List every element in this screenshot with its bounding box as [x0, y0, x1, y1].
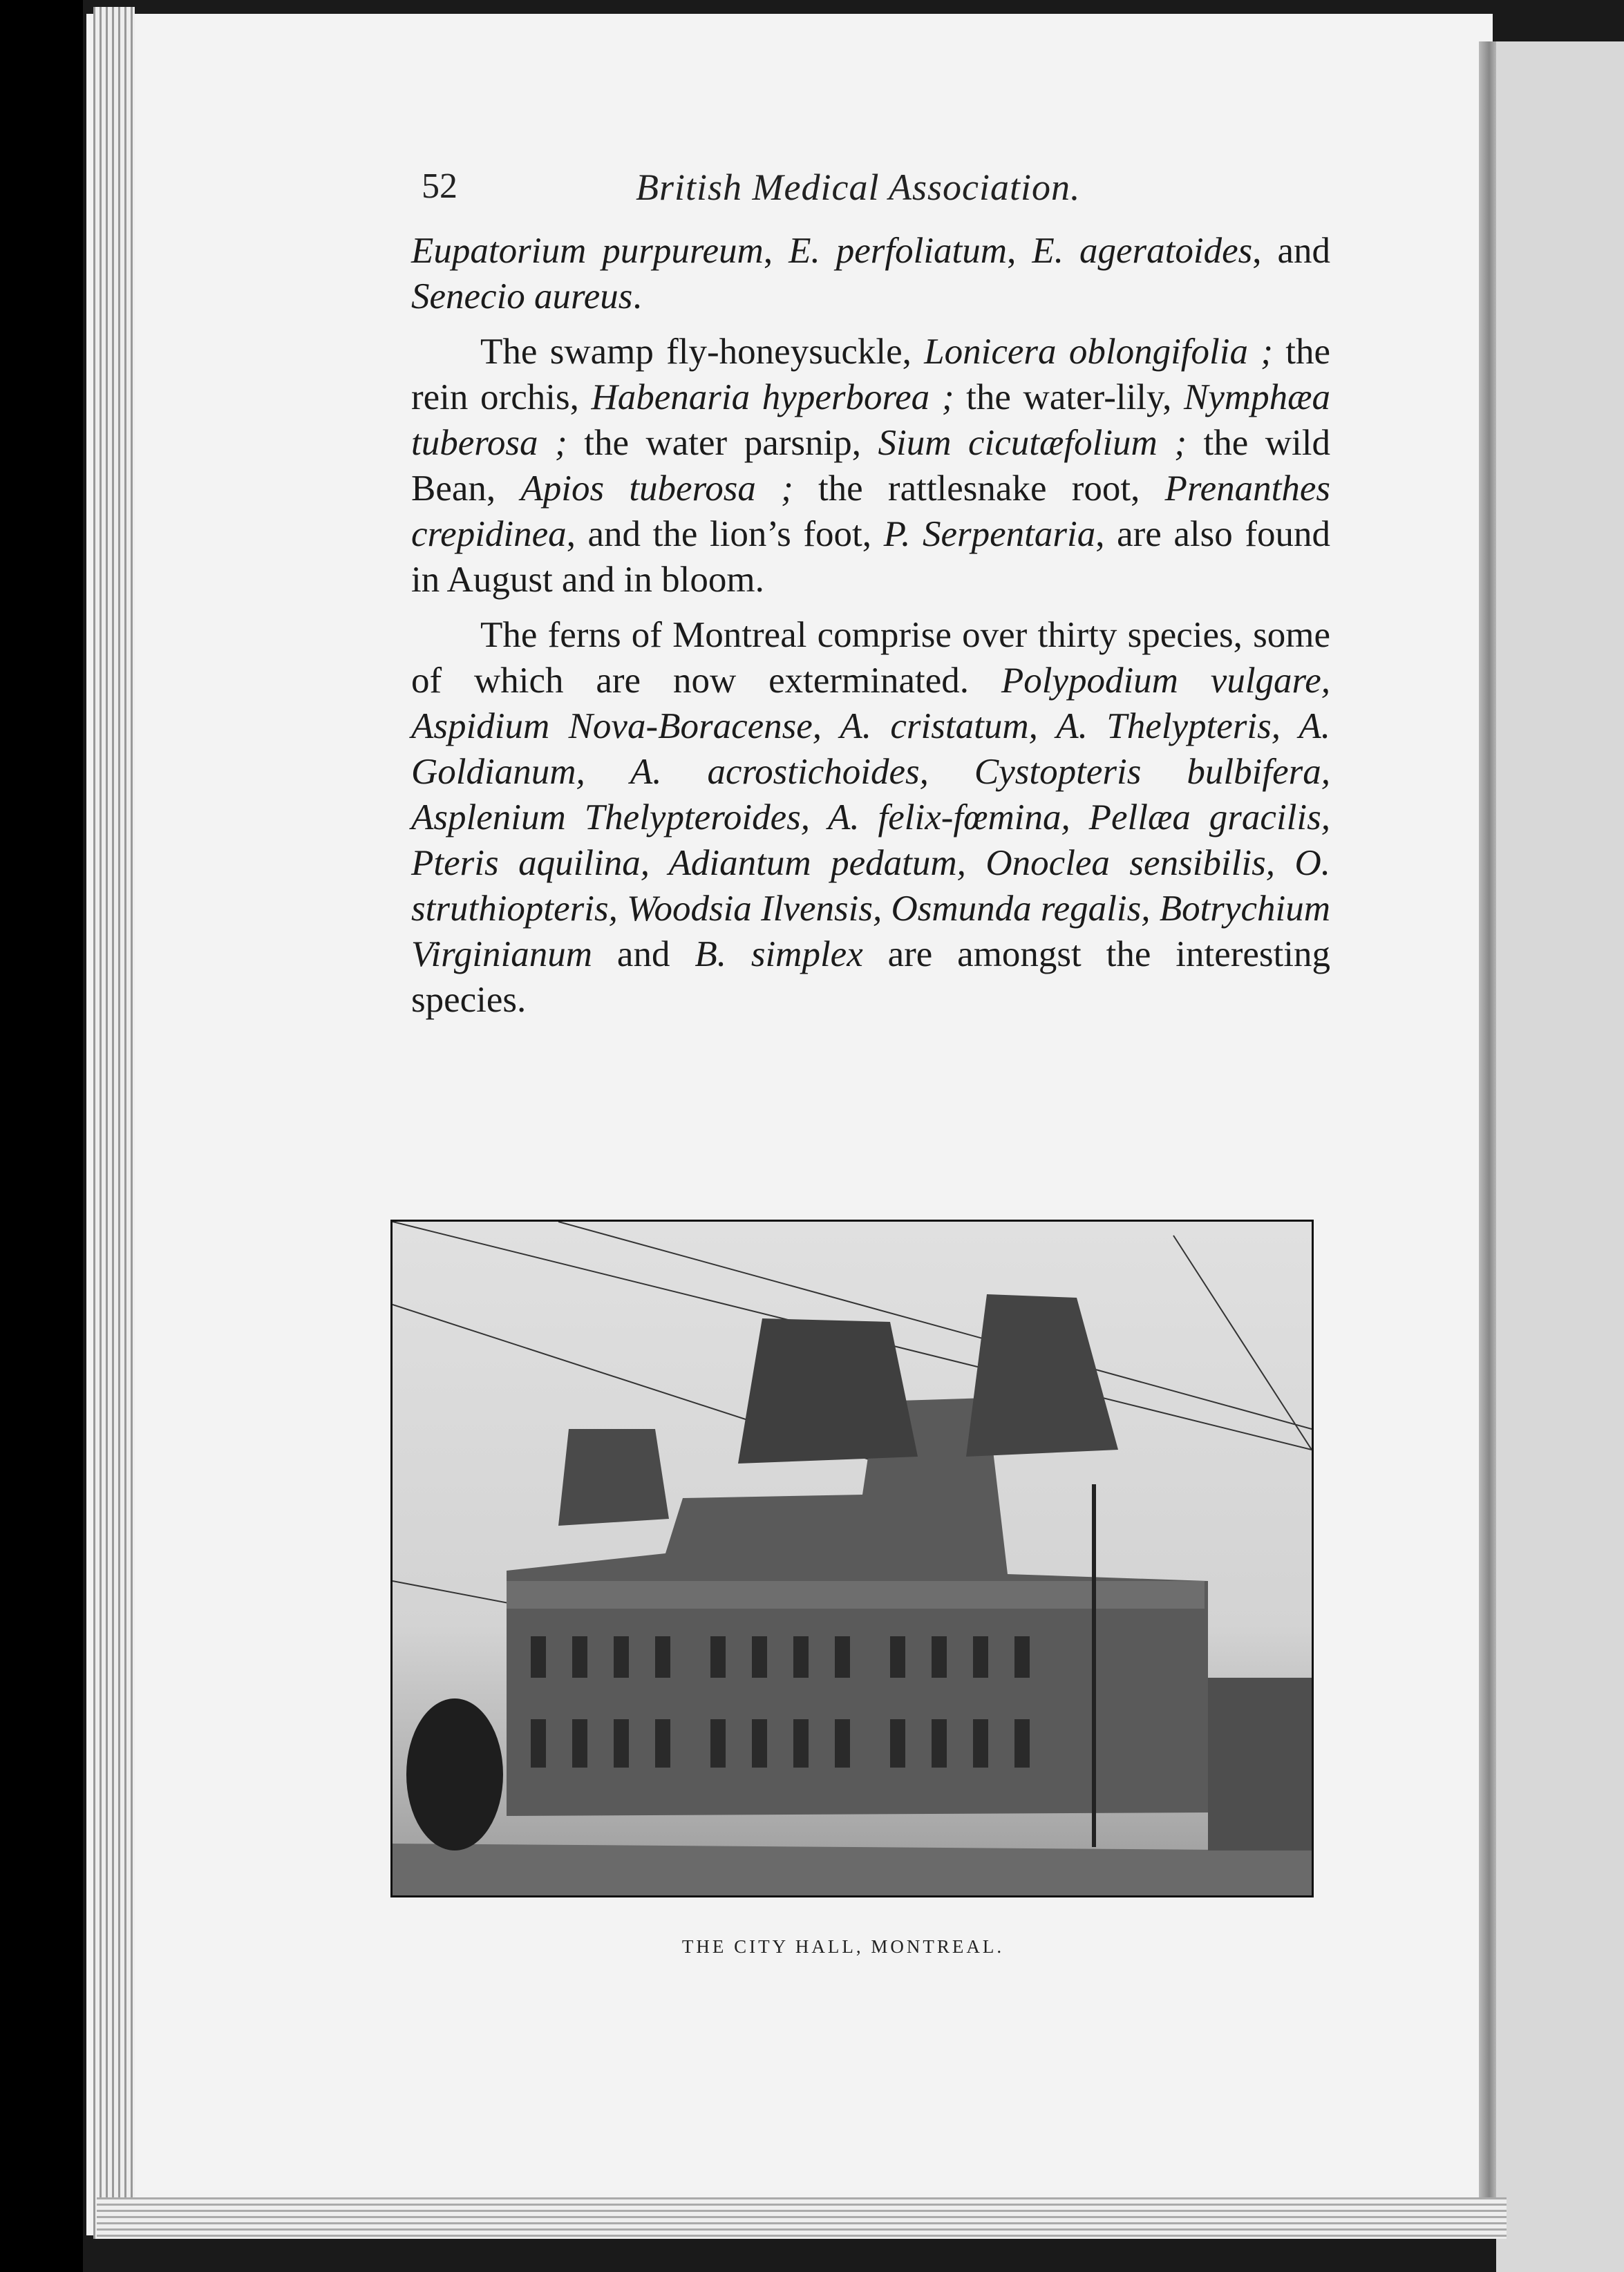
page-number: 52 [422, 167, 457, 206]
right-tower [966, 1294, 1118, 1457]
text-run: The ferns of Montreal comprise over thirty species, some of which are now exterminated. [411, 615, 1330, 701]
text-run: , are also found in August and in bloom. [411, 514, 1330, 600]
left-tower [558, 1429, 669, 1526]
paragraph-2 [411, 329, 1330, 603]
paragraph-1 [411, 228, 1330, 319]
species-name: P. Serpentaria [883, 514, 1096, 554]
page-edge-left [93, 7, 135, 2239]
species-name: Sium cicutæfolium ; [878, 423, 1187, 463]
species-name: Apios tuberosa ; [520, 468, 793, 509]
running-title: British Medical Association. [636, 167, 1081, 208]
text-run: . [632, 276, 642, 316]
cornice [507, 1581, 1205, 1609]
adjacent-building [1208, 1678, 1312, 1850]
facing-page-edge [1496, 41, 1624, 2272]
text-run: are amongst the interesting species. [411, 934, 1330, 1020]
text-run: and [592, 934, 695, 974]
species-name: Habenaria hyperborea ; [591, 377, 954, 417]
species-name: Eupatorium purpureum [411, 231, 764, 271]
city-hall-photograph [390, 1220, 1314, 1897]
species-name: E. perfoliatum [789, 231, 1008, 271]
species-name: Senecio aureus [411, 276, 633, 316]
text-run: The swamp fly-honeysuckle, [480, 332, 925, 372]
species-name: Lonicera oblongifolia ; [924, 332, 1273, 372]
text-run: , [1007, 231, 1032, 271]
species-list: Polypodium vulgare, Aspidium Nova-Boracense, A. cristatum, A. Thelypteris, A. Goldianum, A. acrostichoides, Cystopteris bulbifera, Asplenium Thelypteroides, A. felix-fœmina, Pellæa gracilis, Pteris aquilina, Adiantum pedatum, Onoclea sensibilis, O. struthiopteris, Woodsia Ilvensis, Osmunda regalis, Botrychium Virginianum [411, 661, 1330, 974]
species-name: Prenanthes crepidinea [411, 468, 1330, 554]
paragraph-3 [411, 612, 1330, 1023]
text-run: the rein orchis, [411, 332, 1330, 417]
species-name: E. ageratoides [1032, 231, 1253, 271]
figure-caption: THE CITY HALL, MONTREAL. [681, 1936, 1005, 1957]
text-run: the wild Bean, [411, 423, 1330, 509]
text-run: the water parsnip, [567, 423, 878, 463]
text-run: , [763, 231, 789, 271]
text-run: the water-lily, [954, 377, 1184, 417]
page-header [422, 166, 1140, 214]
center-tower [738, 1318, 918, 1464]
street [393, 1844, 1312, 1895]
tree-silhouette [406, 1698, 503, 1850]
text-run: , and [1252, 231, 1331, 271]
body-text [411, 228, 1330, 1023]
species-name: B. simplex [695, 934, 863, 974]
text-run: the rattlesnake root, [793, 468, 1165, 509]
page-edge-bottom [97, 2197, 1507, 2239]
text-run: , and the lion’s foot, [566, 514, 884, 554]
city-hall-illustration [393, 1222, 1312, 1895]
species-name: Nymphæa tuberosa ; [411, 377, 1330, 463]
